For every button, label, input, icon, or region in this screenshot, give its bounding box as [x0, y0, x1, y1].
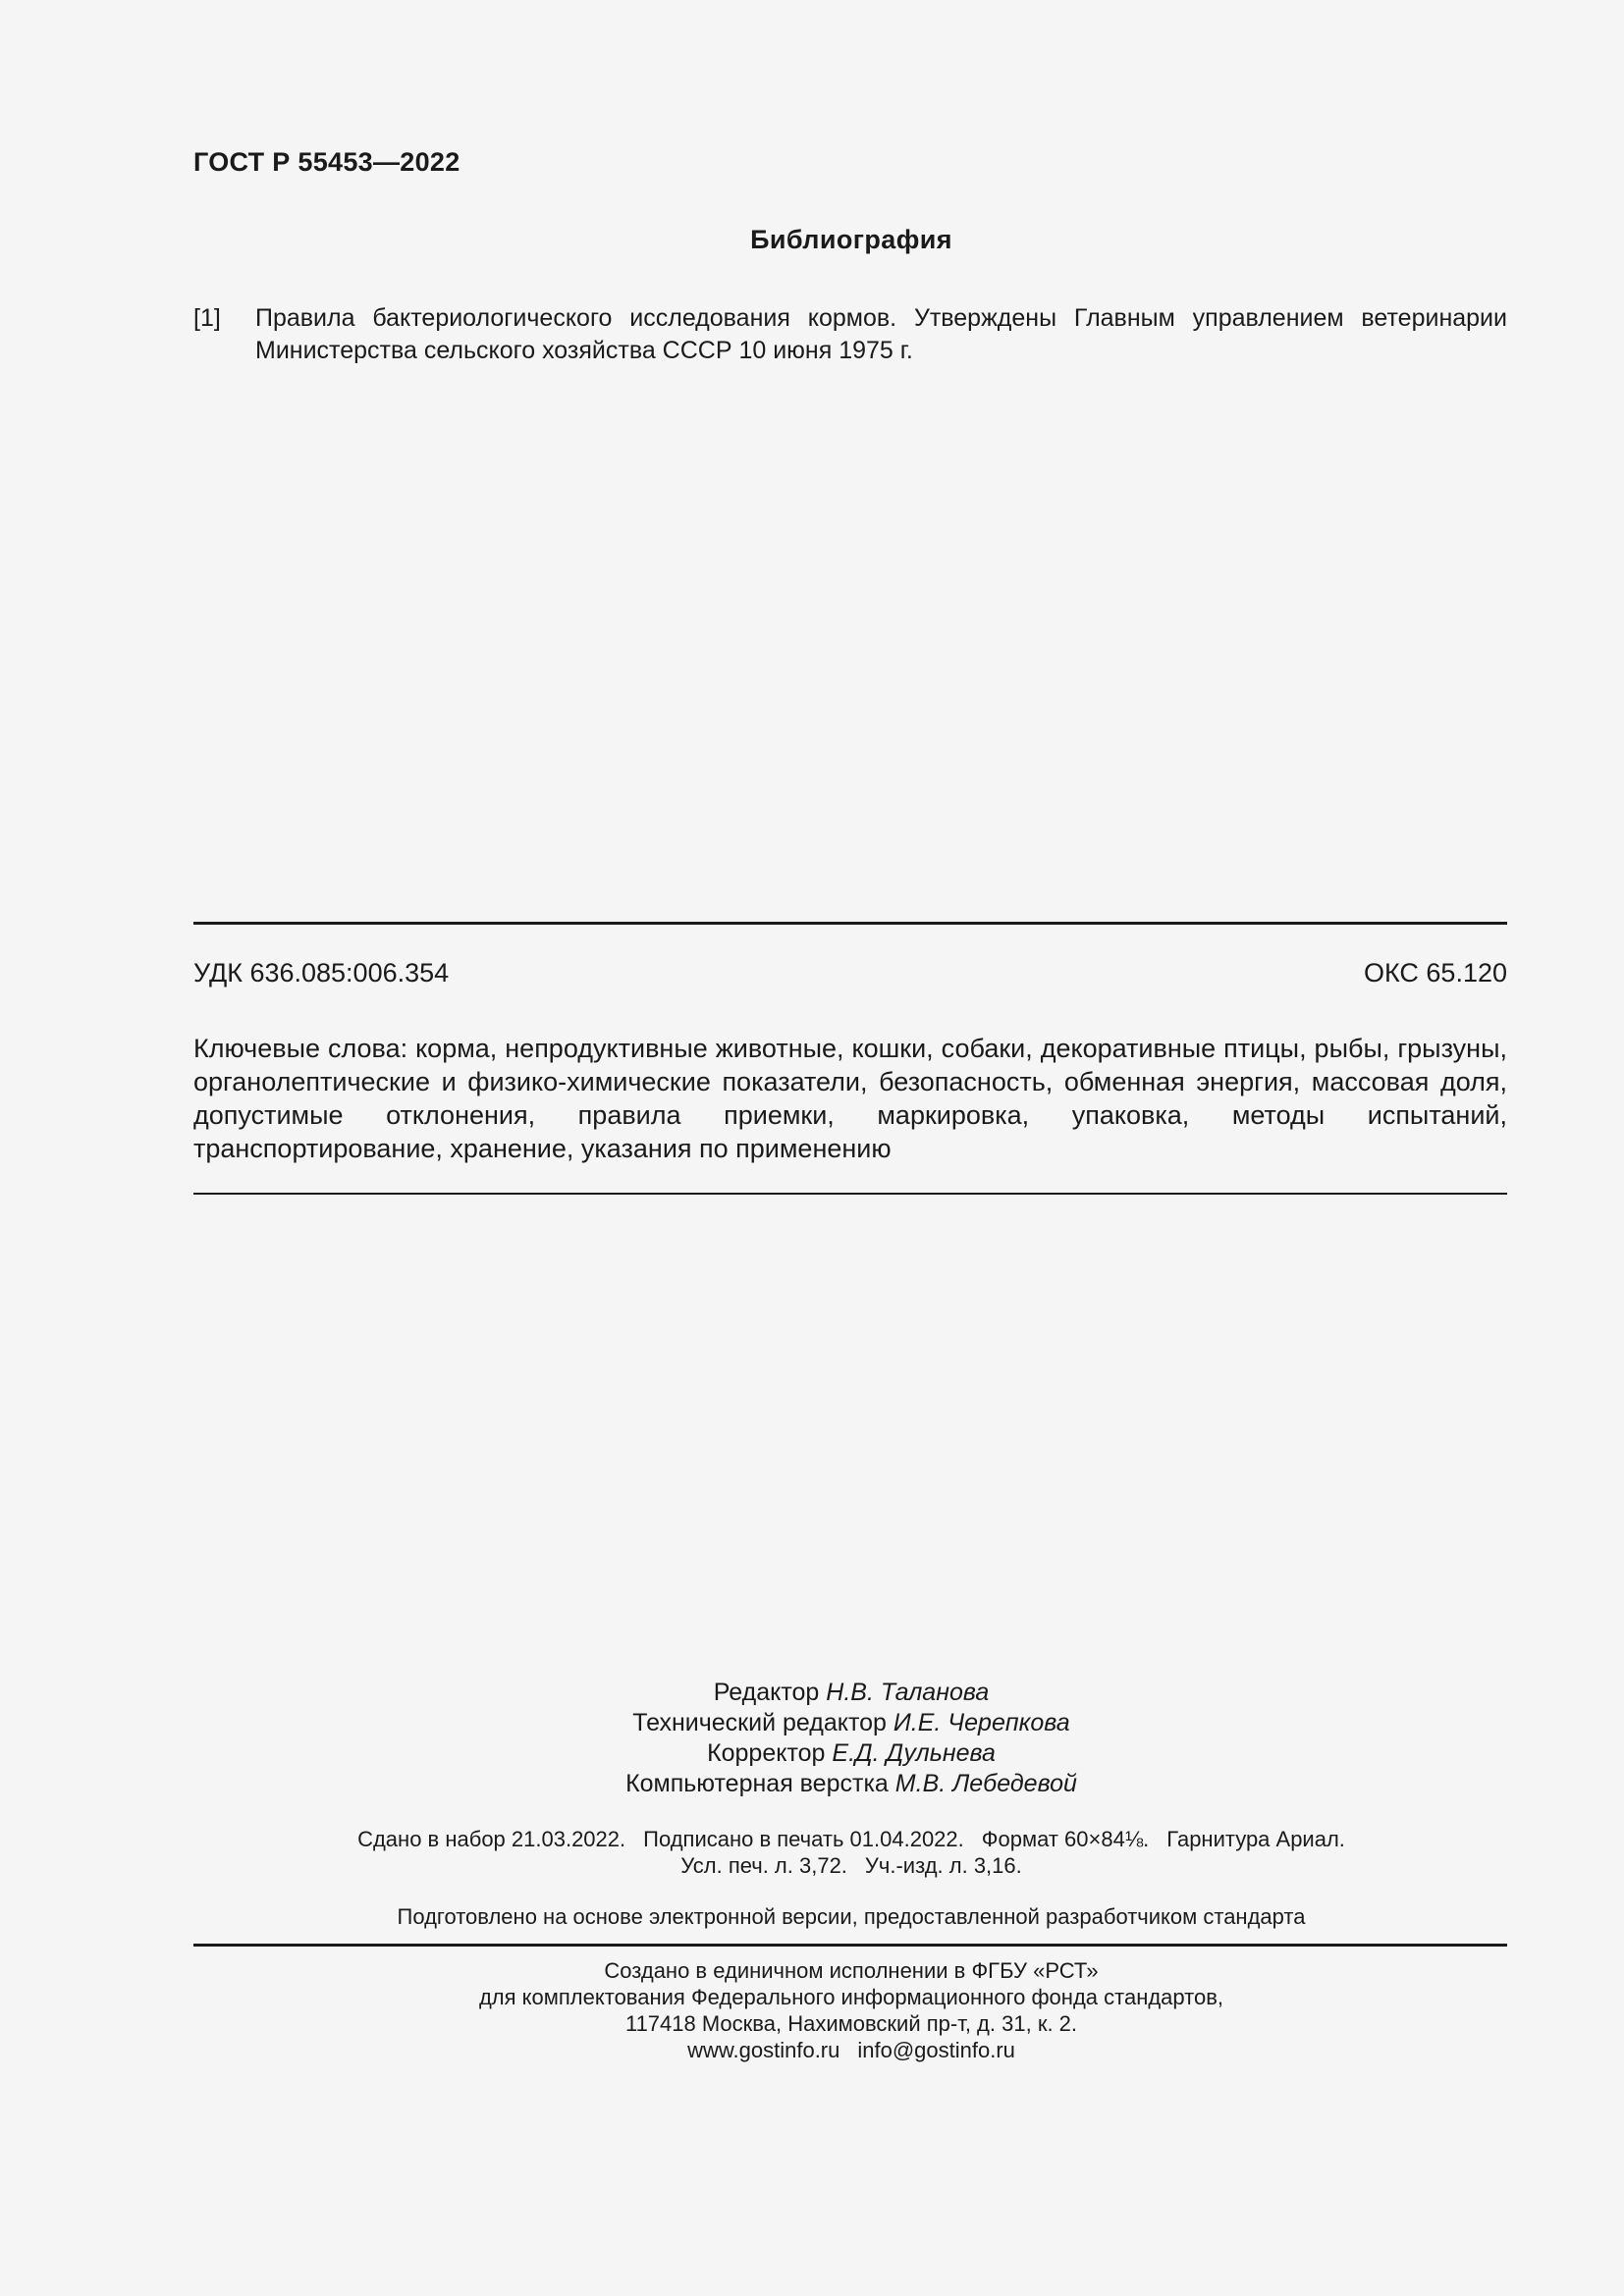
print-sheets: Усл. печ. л. 3,72.: [680, 1853, 847, 1878]
divider-top: [193, 922, 1507, 925]
keywords-paragraph: Ключевые слова: корма, непродуктивные животные, кошки, собаки, декоративные птицы, рыбы, грызуны, органолептические и физико-химические показатели, безопасность, обменная энергия, массовая доля, допустимые отклонения, правила приемки, маркировка, упаковка, методы испытаний, транспортирование, хранение, указания по применению: [193, 1034, 1507, 1163]
credit-layout: [0, 1769, 1624, 1799]
bibliography-title: Библиография: [750, 225, 952, 254]
udk-code: УДК 636.085:006.354: [193, 958, 450, 988]
publisher-sheets: Уч.-изд. л. 3,16.: [864, 1853, 1022, 1878]
publisher-line-1: Создано в единичном исполнении в ФГБУ «РСТ»: [604, 1958, 1099, 1983]
credit-name: М.В. Лебедевой: [894, 1770, 1077, 1797]
publisher-line-2: для комплектования Федерального информационного фонда стандартов,: [478, 1985, 1224, 2009]
credits-block: [0, 1678, 1624, 1799]
credit-role: Компьютерная верстка: [625, 1770, 889, 1797]
signed-date: Подписано в печать 01.04.2022.: [643, 1827, 964, 1851]
bibliography-entry: [193, 302, 1507, 367]
website-link[interactable]: www.gostinfo.ru: [687, 2038, 840, 2062]
paper-format: Формат 60×84⅛.: [981, 1827, 1150, 1851]
email-link[interactable]: info@gostinfo.ru: [857, 2038, 1015, 2062]
publisher-contacts: [0, 2037, 1624, 2063]
standard-code: ГОСТ Р 55453—2022: [193, 147, 460, 177]
credit-role: Редактор: [713, 1679, 820, 1706]
divider-bottom: [193, 1944, 1507, 1947]
credit-role: Корректор: [707, 1739, 826, 1767]
credit-name: Н.В. Таланова: [826, 1679, 990, 1706]
credit-editor: [0, 1678, 1624, 1708]
typeset-date: Сдано в набор 21.03.2022.: [357, 1827, 626, 1851]
bibliography-entry-text: Правила бактериологического исследования кормов. Утверждены Главным управлением ветеринарии Министерства сельского хозяйства СССР 10 июня 1975 г.: [255, 304, 1507, 364]
prepared-note: Подготовлено на основе электронной версии, предоставленной разработчиком стандарта: [397, 1904, 1306, 1929]
credit-proofreader: [0, 1738, 1624, 1769]
credit-name: Е.Д. Дульнева: [832, 1739, 996, 1767]
credit-name: И.Е. Черепкова: [893, 1709, 1070, 1736]
divider-keywords: [193, 1193, 1507, 1195]
typeface: Гарнитура Ариал.: [1166, 1827, 1345, 1851]
oks-code: ОКС 65.120: [1363, 958, 1507, 988]
print-info-line-2: [0, 1852, 1624, 1879]
bibliography-entry-number: [1]: [193, 304, 221, 332]
publisher-block: [0, 1957, 1624, 2063]
print-info-block: [0, 1826, 1624, 1879]
credit-tech-editor: [0, 1708, 1624, 1738]
print-info-line-1: [0, 1826, 1624, 1852]
publisher-line-3: 117418 Москва, Нахимовский пр-т, д. 31, к. 2.: [624, 2011, 1078, 2036]
credit-role: Технический редактор: [632, 1709, 887, 1736]
